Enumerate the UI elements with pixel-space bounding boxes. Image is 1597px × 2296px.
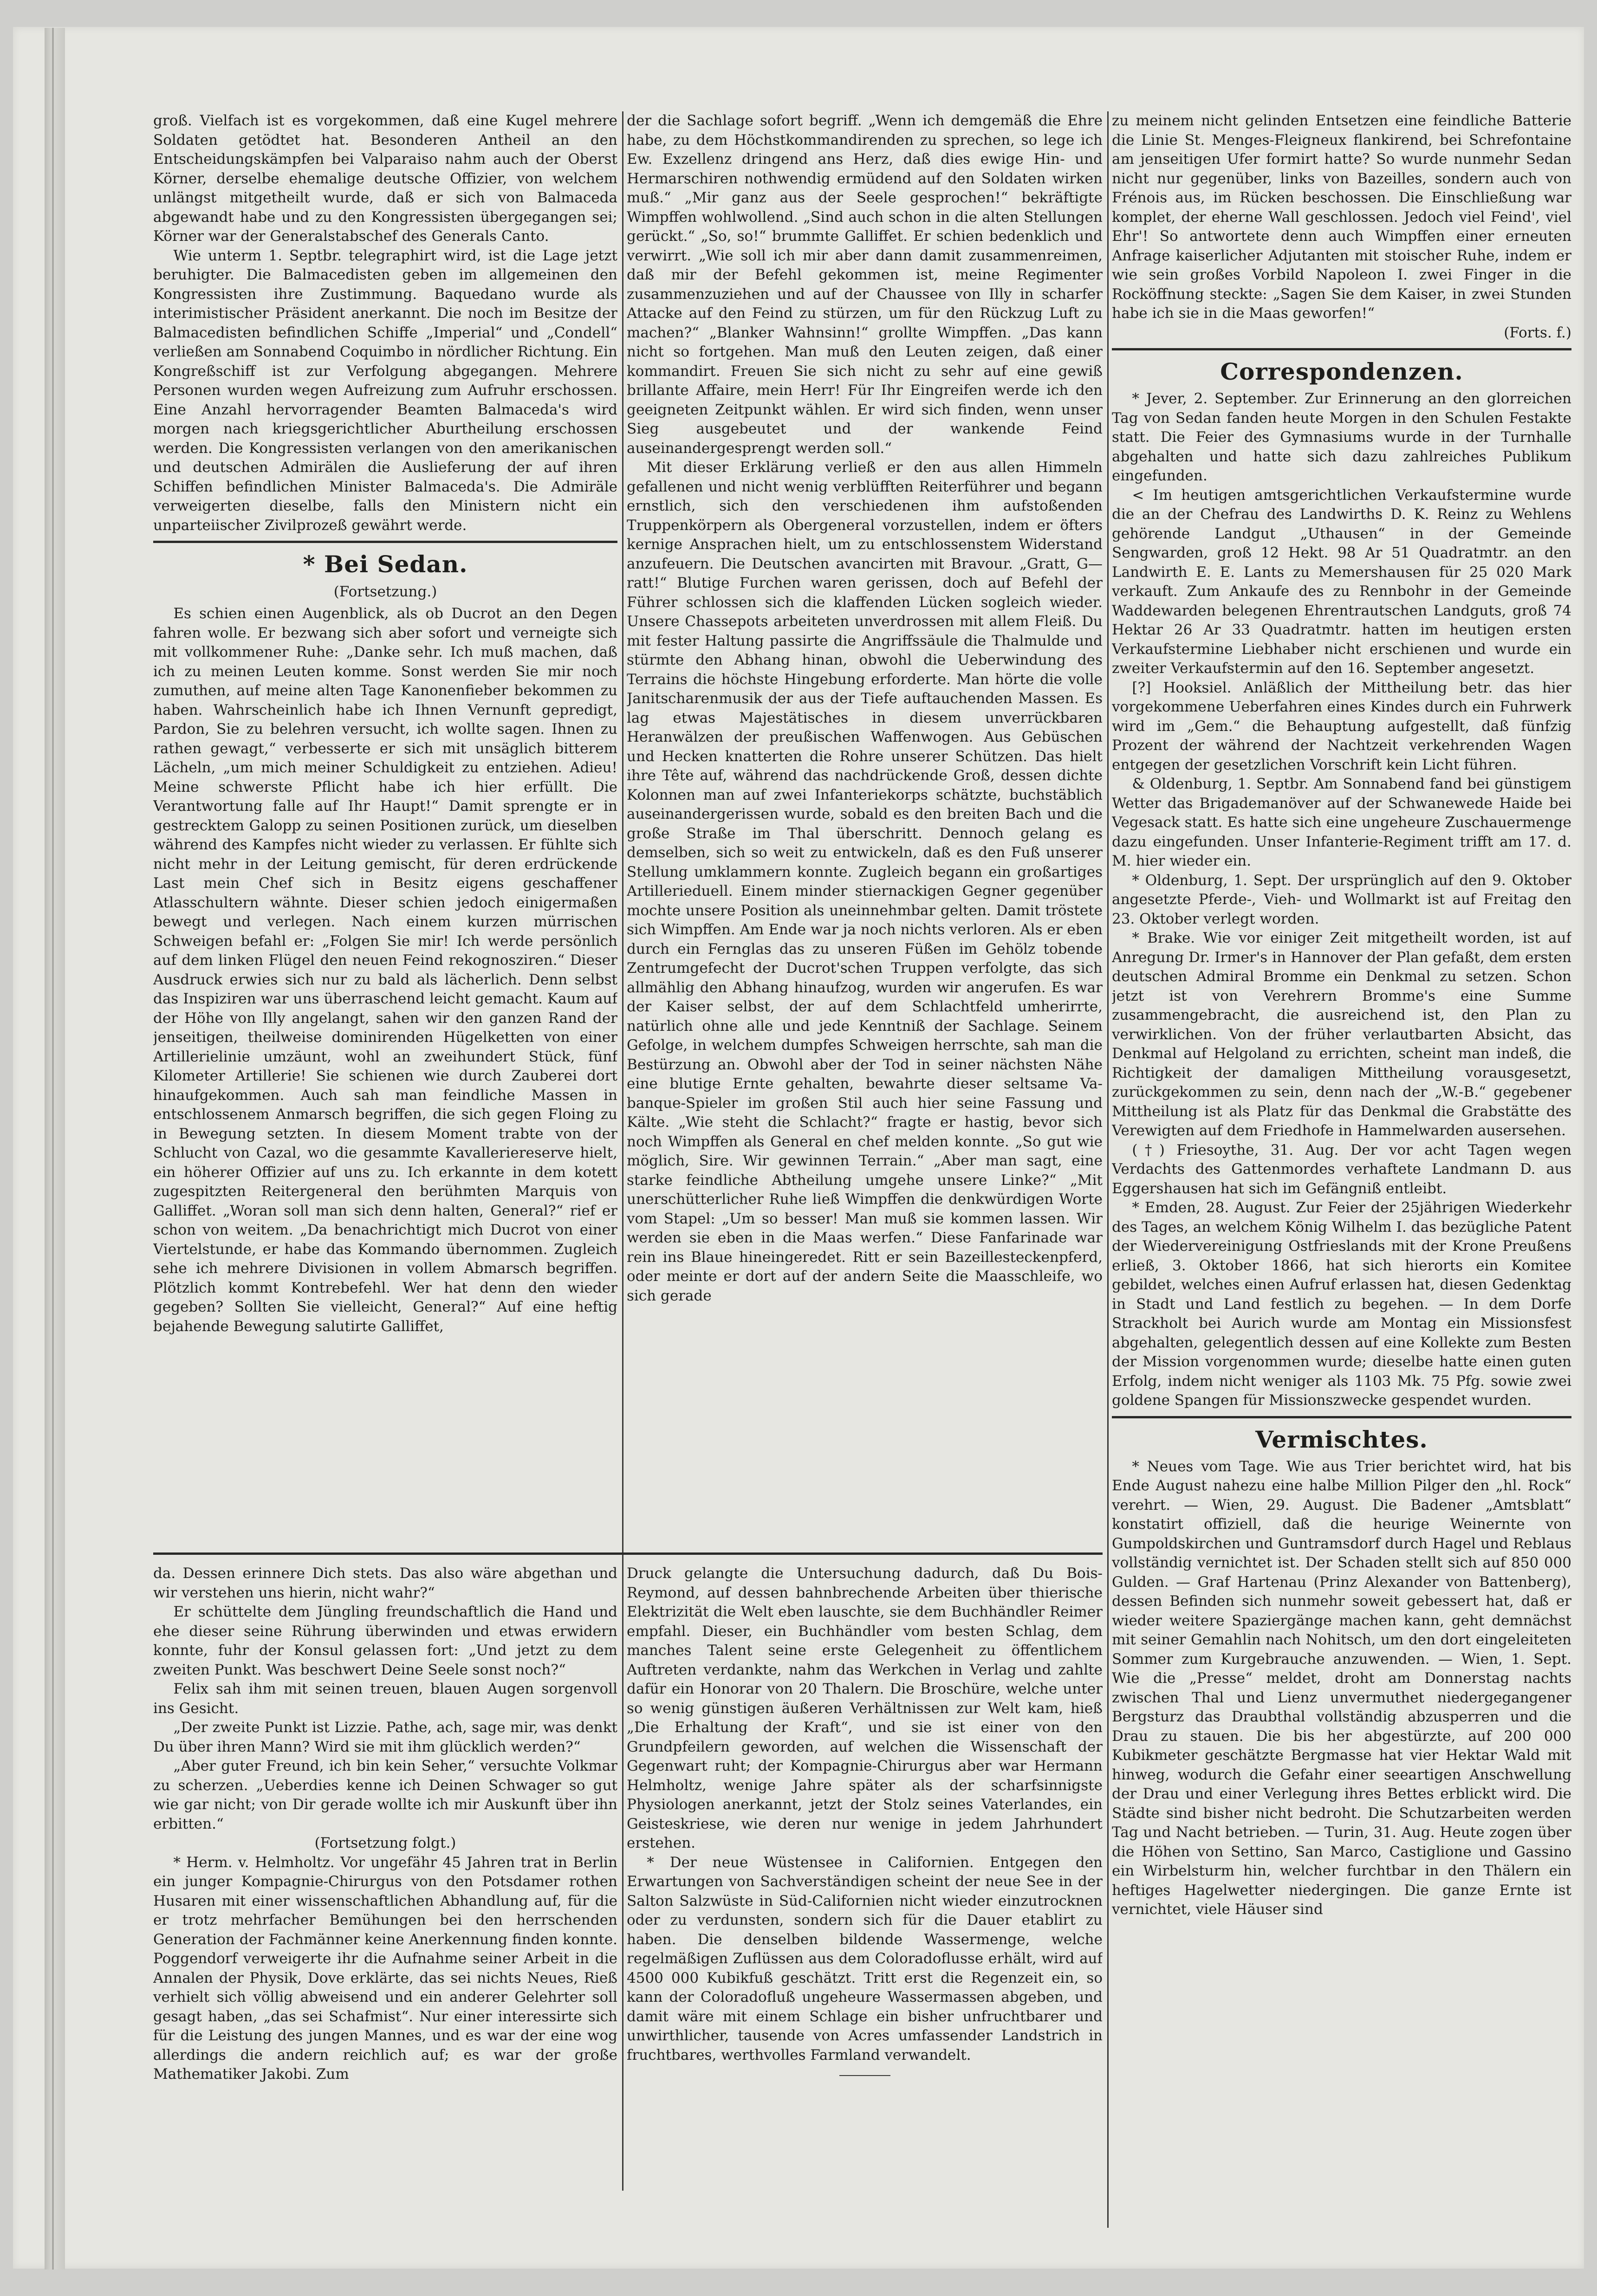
end-rule: [839, 2075, 890, 2076]
article-heading-bei-sedan: * Bei Sedan.: [303, 550, 468, 578]
helmholtz-article: * Herm. v. Helmholtz. Vor ungefähr 45 Jahren trat in Berlin ein junger Kompagnie-Chirurgus von den Potsdamer rothen Husaren mit einer wissenschaftlichen Abhandlung auf, für die er trotz mehrfacher Bemühungen bei den herrschenden Generation der Fachmänner keine Anerkennung finden konnte. Poggendorf verweigerte ihr die Aufnahme seiner Arbeit in die Annalen der Physik, Dove erklärte, das sei nichts Neues, Rieß verhielt sich völlig abweisend und ein anderer Gelehrter soll gesagt haben, „das sei Schafmist“. Nur einer interessirte sich für die Leistung des jungen Mannes, und es war der eine wog allerdings die andern reichlich auf; es war der große Mathematiker Jakobi. Zum: [153, 1854, 617, 2083]
news-oldenburg-1: & Oldenburg, 1. Septbr. Am Sonnabend fand bei günstigem Wetter das Brigademanöver auf der Schwanewede Haide bei Vegesack statt. Es hatte sich eine ungeheure Zuschauermenge dazu eingefunden. Unser Infanterie-Regiment trifft am 17. d. M. hier wieder ein.: [1112, 776, 1571, 869]
wuestensee-article: * Der neue Wüstensee in Californien. Entgegen den Erwartungen von Sachverständigen scheint der neue See in der Salton Salzwüste in Süd-Californien nicht wieder einzutrocknen oder zu verdunsten, sondern sich für die Dauer etablirt zu haben. Die denselben bildende Wassermenge, welche regelmäßigen Zuflüssen aus dem Coloradoflusse erhält, wird auf 4500 000 Kubikfuß geschätzt. Tritt erst die Regenzeit ein, so kann der Coloradofluß ungeheure Wassermassen abgeben, und damit wäre mit einem Schlage ein bisher unfruchtbarer und unwirthlicher, tausende von Acres umfassender Landstrich in fruchtbares, werthvolles Farmland verwandelt.: [627, 1854, 1103, 2063]
section-rule: [1112, 1416, 1571, 1418]
chile-telegram-text: Wie unterm 1. Septbr. telegraphirt wird, ist die Lage jetzt beruhigter. Die Balmacedisten geben im allgemeinen den Kongressisten ihre Zustimmung. Baquedano wurde als interimistischer Präsident anerkannt. Die noch im Besitze der Balmacedisten befindlichen Schiffe „Imperial“ und „Condell“ verließen am Sonnabend Coquimbo in nördlicher Richtung. Ein Kongreßschiff ist zur Verfolgung abgegangen. Mehrere Personen wurden wegen Aufreizung zum Aufruhr erschossen. Eine Anzahl hervorragender Beamten Balmaceda's wird morgen nach kriegsgerichtlicher Aburtheilung erschossen werden. Die Kongressisten verlangen von den amerikanischen und deutschen Admirälen die Auslieferung der auf ihren Schiffen befindlichen Minister Balmaceda's. Die Admiräle verweigerten dieselbe, falls den Ministern nicht ein unparteiischer Zivilprozeß gewährt werde.: [153, 247, 617, 534]
column-divider: [622, 111, 623, 2191]
column-divider: [1107, 111, 1109, 2228]
section-rule: [153, 541, 617, 543]
news-hooksiel: [?] Hooksiel. Anläßlich der Mittheilung betr. das hier vorgekommene Ueberfahren eines Kindes durch ein Fuhrwerk wird im „Gem.“ die Behauptung aufgestellt, daß fünfzig Prozent der während der Nachtzeit verkehrenden Wagen entgegen der gesetzlichen Vorschrift kein Licht führen.: [1112, 679, 1571, 773]
sedan-continued-text: der die Sachlage sofort begriff. „Wenn ich demgemäß die Ehre habe, zu dem Höchstkommandirenden zu sprechen, so lege ich Ew. Exzellenz dringend ans Herz, daß dies ewige Hin- und Hermarschiren nothwendig ermüdend auf den Soldaten wirken muß.“ „Mir ganz aus der Seele gesprochen!“ bekräftigte Wimpffen wohlwollend. „Sind auch schon in die alten Stellungen gerückt.“ „So, so!“ brummte Galliffet. Er schien bedenklich und verwirrt. „Wie soll ich mir aber dann damit zusammenreimen, daß mir der Befehl gekommen ist, meine Regimenter zusammenzuziehen und auf der Chaussee von Illy in scharfer Attacke auf den Feind zu stürzen, um für den Rückzug Luft zu machen?“ „Blanker Wahnsinn!“ grollte Wimpffen. „Das kann nicht so fortgehen. Man muß den Leuten zeigen, daß einer kommandirt. Freuen Sie sich nicht zu sehr auf eine gewiß brillante Affaire, mein Herr! Für Ihr Eingreifen werde ich den geeigneten Zeitpunkt wählen. Er wird sich finden, wenn unser Sieg ausgebeutet und der wankende Feind auseinandergesprengt werden soll.“: [627, 112, 1103, 457]
novel-text-1: da. Dessen erinnere Dich stets. Das also wäre abgethan und wir verstehen uns hierin, nicht wahr?“: [153, 1565, 617, 1601]
news-friesoythe: (†) Friesoythe, 31. Aug. Der vor acht Tagen wegen Verdachts des Gattenmordes verhaftete Landmann D. aus Eggershausen hat sich im Gefängniß entleibt.: [1112, 1141, 1571, 1197]
news-brake: * Brake. Wie vor einiger Zeit mitgetheilt worden, ist auf Anregung Dr. Irmer's in Hannover der Plan gefaßt, dem ersten deutschen Admiral Bromme ein Denkmal zu setzen. Schon jetzt ist von Verehrern Bromme's eine Summe zusammengebracht, die ausreichend ist, den Plan zu verwirklichen. Von der früher verlautbarten Absicht, das Denkmal auf Helgoland zu errichten, scheint man indeß, die Richtigkeit der damaligen Mittheilung vorausgesetzt, zurückgekommen zu sein, denn nach der „W.-B.“ gegebener Mittheilung ist als Platz für das Denkmal die Grabstätte des Verewigten auf dem Friedhofe in Hammelwarden ausersehen.: [1112, 930, 1571, 1139]
novel-text-4: „Der zweite Punkt ist Lizzie. Pathe, ach, sage mir, was denkt Du über ihren Mann? Wird sie mit ihm glücklich werden?“: [153, 1719, 617, 1755]
news-emden: * Emden, 28. August. Zur Feier der 25jährigen Wiederkehr des Tages, an welchem König Wilhelm I. das bezügliche Patent der Wiedervereinigung Ostfrieslands mit der Krone Preußens erließ, 3. Oktober 1866, hat sich hierorts ein Komitee gebildet, welches einen Aufruf erlassen hat, diesen Gedenktag in Stadt und Land festlich zu begehen. — In dem Dorfe Strackholt bei Aurich wurde am Montag ein Missionsfest abgehalten, gelegentlich dessen auf eine Kollekte zum Besten der Mission vorgenommen wurde; dieselbe hatte einen guten Erfolg, indem nicht weniger als 1103 Mk. 75 Pfg. sowie zwei goldene Spangen für Missionszwecke gespendet wurden.: [1112, 1199, 1571, 1409]
continuation-note: (Fortsetzung folgt.): [314, 1835, 456, 1851]
section-heading-vermischtes: Vermischtes.: [1255, 1425, 1428, 1453]
novel-text-3: Felix sah ihm mit seinen treuen, blauen Augen sorgenvoll ins Gesicht.: [153, 1681, 617, 1717]
news-oldenburg-2: * Oldenburg, 1. Sept. Der ursprünglich auf den 9. Oktober angesetzte Pferde-, Vieh- und Wollmarkt ist auf Freitag den 23. Oktober verlegt worden.: [1112, 872, 1571, 927]
news-verkaufstermin: < Im heutigen amtsgerichtlichen Verkaufstermine wurde die an der Chefrau des Landwirths D. K. Reinz zu Wehlens gehörende Landgut „Uthausen“ in der Gemeinde Sengwarden, groß 12 Hekt. 98 Ar 51 Quadratmtr. an den Landwirth E. E. Lants zu Memershausen für 25 020 Mark verkauft. Zum Ankaufe des zu Rennbohr in der Gemeinde Waddewarden belegenen Ehrentrautschen Landguts, groß 74 Hektar 26 Ar 33 Quadratmtr. hatten im heutigen ersten Verkaufstermine Liebhaber nicht erschienen und wurde ein zweiter Verkaufstermin auf den 16. September angesetzt.: [1112, 486, 1571, 677]
novel-text-5: „Aber guter Freund, ich bin kein Seher,“ versuchte Volkmar zu scherzen. „Ueberdies kenne ich Deinen Schwager so gut wie gar nicht; von Dir gerade wollte ich mir Auskunft über ihn erbitten.“: [153, 1758, 617, 1832]
novel-text-2: Er schüttelte dem Jüngling freundschaftlich die Hand und ehe dieser seine Rührung überwinden und etwas erwidern konnte, fuhr der Konsul gelassen fort: „Und jetzt zu dem zweiten Punkt. Was beschwert Deine Seele sonst noch?“: [153, 1604, 617, 1678]
sedan-ending-text: zu meinem nicht gelinden Entsetzen eine feindliche Batterie die Linie St. Menges-Fleigneux flankirend, bei Schrefontaine am jenseitigen Ufer formirt hatte? So wurde nunmehr Sedan nicht nur gegenüber, links von Bazeilles, sondern auch von Frénois aus, im Rücken beschossen. Die Einschließung war komplet, der eherne Wall geschlossen. Jedoch viel Feind', viel Ehr'! So antwortete denn auch Wimpffen einer erneuten Anfrage kaiserlicher Adjutanten mit stoischer Ruhe, indem er wie sein großes Vorbild Napoleon I. zwei Finger in die Rocköffnung steckte: „Sagen Sie dem Kaiser, in zwei Stunden habe ich sie in die Maas geworfen!“: [1112, 112, 1571, 322]
column-1-upper: [153, 111, 617, 1541]
column-2-lower: [627, 1564, 1103, 2214]
column-2-upper: [627, 111, 1103, 1541]
article-subheading-fortsetzung: (Fortsetzung.): [333, 583, 437, 600]
helmholtz-article-continued: Druck gelangte die Untersuchung dadurch, daß Du Bois-Reymond, auf dessen bahnbrechende Arbeiten über thierische Elektrizität die Welt eben lauschte, sie dem Buchhändler Reimer empfahl. Dieser, ein Buchhändler vom besten Schlag, dem manches Talent seine erste Gelegenheit zu öffentlichem Auftreten verdankte, nahm das Werkchen in Verlag und zahlte dafür ein Honorar von 20 Thalern. Die Broschüre, welche unter so wenig günstigen äußeren Verhältnissen zur Welt kam, hieß „Die Erhaltung der Kraft“, und sie ist einer von den Grundpfeilern geworden, auf welchen die Wissenschaft der Gegenwart ruht; der Kompagnie-Chirurgus aber war Hermann Helmholtz, wenige Jahre später als der scharfsinnigste Physiologen anerkannt, jetzt der Stolz seines Vaterlandes, ein Geisteskriese, wie deren nur wenige in jedem Jahrhundert erstehen.: [627, 1565, 1103, 1851]
sedan-article-text: Es schien einen Augenblick, als ob Ducrot an den Degen fahren wolle. Er bezwang sich aber sofort und verneigte sich mit vollkommener Ruhe: „Danke sehr. Ich muß machen, daß ich zu meinen Leuten komme. Sonst werden Sie mir noch zumuthen, auf meine alten Tage Kanonenfieber bekommen zu haben. Wahrscheinlich habe ich Ihnen Vernunft gepredigt, Pardon, Sie zu belehren versucht, ich wollte sagen. Ihnen zu rathen gewagt,“ verbesserte er sich mit unsäglich bitterem Lächeln, „um mich meiner Schuldigkeit zu entziehen. Adieu! Meine schwerste Pflicht habe ich hier erfüllt. Die Verantwortung falle auf Ihr Haupt!“ Damit sprengte er in gestrecktem Galopp zu seinen Positionen zurück, um dieselben während des Kampfes nicht wieder zu verlassen. Er fühlte sich nicht mehr in der Leitung gemischt, für deren erdrückende Last mein Chef sich in Besitz eigens geschaffener Atlasschultern wähnte. Dieser schien jedoch einigermaßen bewegt und verlegen. Nach einem kurzen mürrischen Schweigen befahl er: „Folgen Sie mir! Ich werde persönlich auf dem linken Flügel den neuen Feind rekognosziren.“ Dieser Ausdruck erwies sich nur zu bald als lächerlich. Denn selbst das Inspiziren war uns überraschend leicht gemacht. Kaum auf der Höhe von Illy angelangt, sahen wir den ganzen Rand der jenseitigen, theilweise dominirenden Hügelketten von einer Artillerielinie umzäunt, wohl an zweihundert Stück, fünf Kilometer Artillerie! Sie schienen wie durch Zauberei dort hinaufgekommen. Auch sah man feindliche Massen in entschlossenem Anmarsch begriffen, die sich gegen Floing zu in Bewegung setzten. In diesem Moment trabte von der Schlucht von Cazal, wo die gesammte Kavalleriereserve hielt, ein höherer Offizier auf uns zu. Ich erkannte in dem kotett zugespitzten Reitergeneral den berühmten Marquis von Galliffet. „Woran soll man sich denn halten, General?“ rief er schon von weitem. „Da benachrichtigt mich Ducrot von einer Viertelstunde, er habe das Kommando übernommen. Zugleich sehe ich mehrere Divisionen in vollem Abmarsch begriffen. Plötzlich kommt Kontrebefehl. Wer hat denn den wieder gegeben? Sollten Sie vielleicht, General?“ Auf eine heftig bejahende Bewegung salutirte Galliffet,: [153, 605, 617, 1335]
column-1-lower: [153, 1564, 617, 2214]
news-neues-vom-tage: * Neues vom Tage. Wie aus Trier berichtet wird, hat bis Ende August nahezu eine halbe Million Pilger den „hl. Rock“ verehrt. — Wien, 29. August. Die Badener „Amtsblatt“ konstatirt offiziell, daß die heurige Weinernte von Gumpoldskirchen und Guntramsdorf durch Hagel und Reblaus vollständig vernichtet ist. Der Schaden stellt sich auf 850 000 Gulden. — Graf Hartenau (Prinz Alexander von Battenberg), dessen Befinden sich nunmehr soweit gebessert hat, daß er wieder weitere Spaziergänge machen kann, geht demnächst mit seiner Gemahlin nach Nohitsch, um den dort eingeleiteten Sommer zum Kurgebrauche anzuwenden. — Wien, 1. Sept. Wie die „Presse“ meldet, droht am Donnerstag nachts zwischen Thal und Lienz unvermuthet niedergegangener Bergsturz das Draubthal vollständig abzusperren und die Drau zu stauen. Die bis her abgestürzte, auf 200 000 Kubikmeter geschätzte Bergmasse hat vier Hektar Wald mit hinweg, wodurch die Gefahr einer seeartigen Anschwellung der Drau und einer Verlegung ihres Bettes erblickt wird. Die Städte sind bisher nicht bedroht. Die Schutzarbeiten werden Tag und Nacht betrieben. — Turin, 31. Aug. Heute zogen über die Höhen von Settino, San Marco, Castiglione und Gassino ein Wirbelsturm hin, welcher furchtbar in den Thälern ein heftiges Hagelwetter niedergingen. Die ganze Ernte ist vernichtet, viele Häuser sind: [1112, 1458, 1571, 1918]
column-3: [1112, 111, 1571, 2228]
feuilleton-separator-rule: [153, 1552, 1103, 1555]
sedan-battle-text: Mit dieser Erklärung verließ er den aus allen Himmeln gefallenen und nicht wenig verblüfften Reiterführer und begann ernstlich, sich den verschiedenen ihm aufstoßenden Truppenkörpern als Obergeneral vorzustellen, indem er öfters kernige Ansprachen hielt, um zu entschlossenstem Widerstand anzufeuern. Die Deutschen avancirten mit Bravour. „Gratt, G—ratt!“ Blutige Furchen waren gerissen, doch auf Befehl der Führer schlossen sich die klaffenden Lücken sogleich wieder. Unsere Chassepots arbeiteten unverdrossen mit allem Fleiß. Du mit fester Haltung passirte die Angriffssäule die Thalmulde und stürmte den Abhang hinan, obwohl die Ueberwindung des Terrains die höchste Hingebung erforderte. Man hörte die volle Janitscharenmusik der aus der Tiefe auftauchenden Massen. Es lag etwas Majestätisches in diesem unverrückbaren Heranwälzen der preußischen Waffenwogen. Aus Gebüschen und Hecken knatterten die Rohre unserer Schützen. Das hielt ihre Tête auf, während das nachdrückende Groß, dessen dichte Kolonnen man auf zwei Infanteriekorps schätzte, buchstäblich auseinandergerissen wurde, sobald es den breiten Bach und die große Straße im Thal überschritt. Dennoch gelang es demselben, sich so weit zu entwickeln, daß es den Fuß unserer Stellung umklammern konnte. Zugleich begann ein großartiges Artillerieduell. Einem minder stiernackigen Gegner gegenüber mochte unsere Position als uneinnehmbar gelten. Damit tröstete sich Wimpffen. Am Ende war ja noch nichts verloren. Als er eben durch ein Fernglas das zu unseren Füßen im Gehölz tobende Zentrumgefecht der Ducrot'schen Truppen verfolgte, das sich allmählig den Abhang hinaufzog, wurden wir angerufen. Es war der Kaiser selbst, der auf dem Schlachtfeld umherirrte, natürlich ohne alle und jede Kenntniß der Sachlage. Seinem Gefolge, in welchem dumpfes Schweigen herrschte, sah man die Bestürzung an. Obwohl aber der Tod in seiner nächsten Nähe eine blutige Ernte gehalten, bewahrte dieser seltsame Va-banque-Spieler im großen Stil auch hier seine Fassung und Kälte. „Wie steht die Schlacht?“ fragte er hastig, bevor sich noch Wimpffen als General en chef melden konnte. „So gut wie möglich, Sire. Wir gewinnen Terrain.“ „Aber man sagt, eine starke feindliche Abtheilung umgehe unsere Linke?“ „Mit unerschütterlicher Ruhe ließ Wimpffen die denkwürdigen Worte vom Stapel: „Um so besser! Man muß sie kommen lassen. Wir werden sie eben in die Maas werfen.“ Diese Fanfarinade war rein ins Blaue hineingeredet. Ritt er sein Bazeillesteckenpferd, oder meinte er dort auf der andern Seite die Maasschleife, wo sich gerade: [627, 459, 1103, 1304]
section-rule: [1112, 348, 1571, 350]
page-binding-edge: [45, 28, 65, 2270]
news-jever: * Jever, 2. September. Zur Erinnerung an den glorreichen Tag von Sedan fanden heute Morgen in den Schulen Festakte statt. Die Feier des Gymnasiums wurde in der Turnhalle abgehalten und hatte sich dazu zahlreiches Publikum eingefunden.: [1112, 390, 1571, 484]
chile-report-text: groß. Vielfach ist es vorgekommen, daß eine Kugel mehrere Soldaten getödtet hat. Besonderen Antheil an den Entscheidungskämpfen bei Valparaiso nahm auch der Oberst Körner, derselbe ehemalige deutsche Offizier, von welchem unlängst mitgetheilt wurde, daß er sich von Balmaceda abgewandt habe und zu den Kongressisten übergegangen sei; Körner war der Generalstabschef des Generals Canto.: [153, 112, 617, 245]
continuation-note: (Forts. f.): [1504, 324, 1571, 341]
binding-shadow: [52, 28, 54, 2270]
section-heading-correspondenzen: Correspondenzen.: [1220, 358, 1463, 385]
